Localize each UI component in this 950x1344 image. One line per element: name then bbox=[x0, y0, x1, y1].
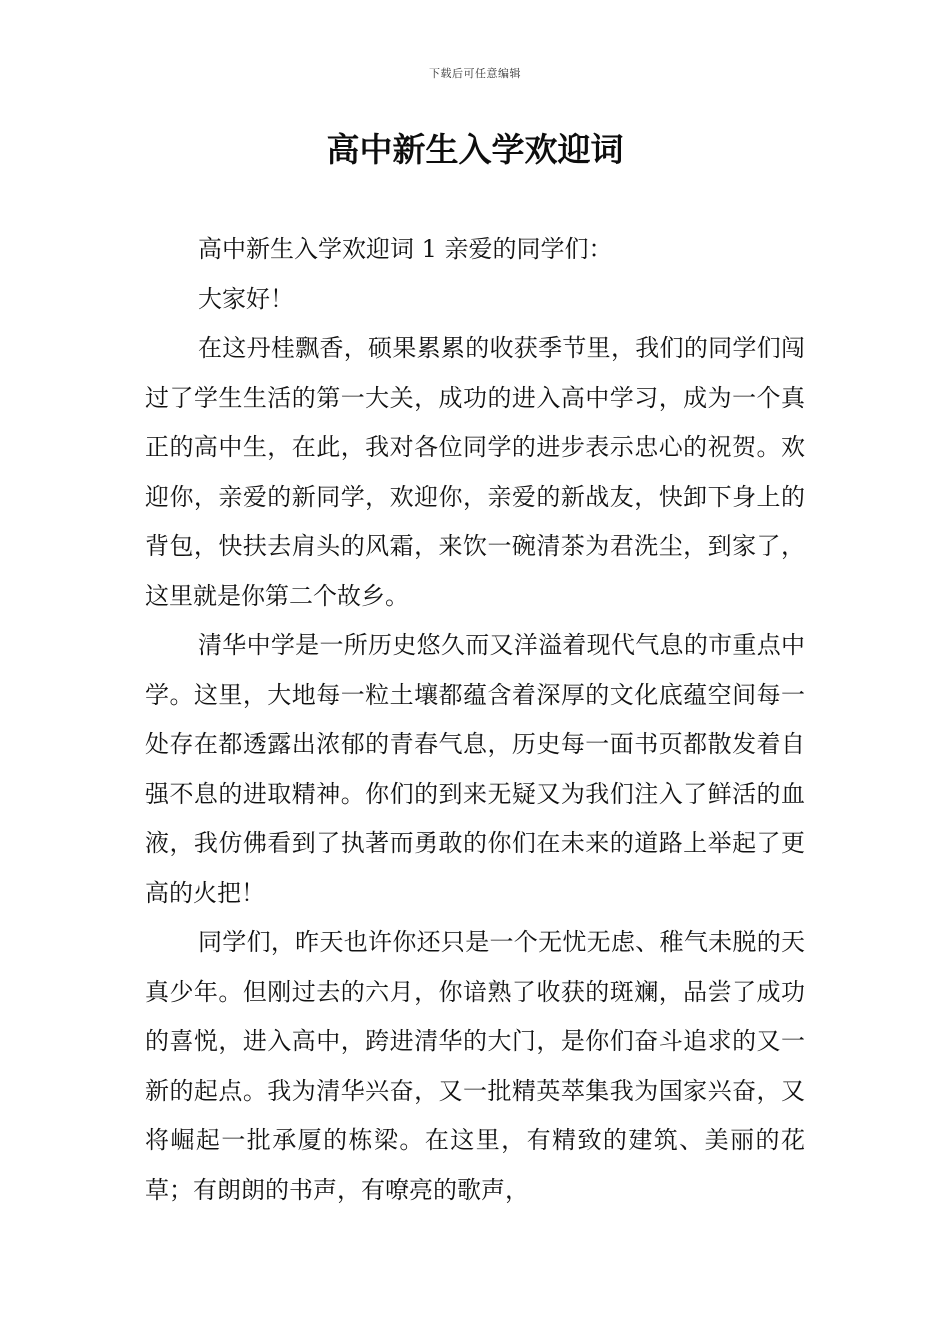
paragraph-students: 同学们，昨天也许你还只是一个无忧无虑、稚气未脱的天真少年。但刚过去的六月，你谙熟了收获的斑斓，品尝了成功的喜悦，进入高中，跨进清华的大门，是你们奋斗追求的又一新的起点。我为清华兴奋，又一批精英萃集我为国家兴奋，又将崛起一批承厦的栋梁。在这里，有精致的建筑、美丽的花草；有朗朗的书声，有嘹亮的歌声， bbox=[145, 928, 805, 1204]
paragraph-greeting: 高中新生入学欢迎词 1 亲爱的同学们： bbox=[198, 235, 613, 263]
paragraph-welcome: 在这丹桂飘香，硕果累累的收获季节里，我们的同学们闯过了学生生活的第一大关，成功的进入高中学习，成为一个真正的高中生，在此，我对各位同学的进步表示忠心的祝贺。欢迎你，亲爱的新同学，欢迎你，亲爱的新战友，快卸下身上的背包，快扶去肩头的风霜，来饮一碗清茶为君洗尘，到家了，这里就是你第二个故乡。 bbox=[145, 334, 805, 610]
document-body bbox=[145, 225, 805, 1215]
document-title: 高中新生入学欢迎词 bbox=[326, 130, 624, 169]
paragraph-hello: 大家好！ bbox=[198, 284, 294, 313]
header-note: 下载后可任意编辑 bbox=[429, 67, 521, 80]
paragraph-school: 清华中学是一所历史悠久而又洋溢着现代气息的市重点中学。这里，大地每一粒土壤都蕴含着深厚的文化底蕴空间每一处存在都透露出浓郁的青春气息，历史每一面书页都散发着自强不息的进取精神。你们的到来无疑又为我们注入了鲜活的血液，我仿佛看到了执著而勇敢的你们在未来的道路上举起了更高的火把！ bbox=[145, 631, 805, 907]
